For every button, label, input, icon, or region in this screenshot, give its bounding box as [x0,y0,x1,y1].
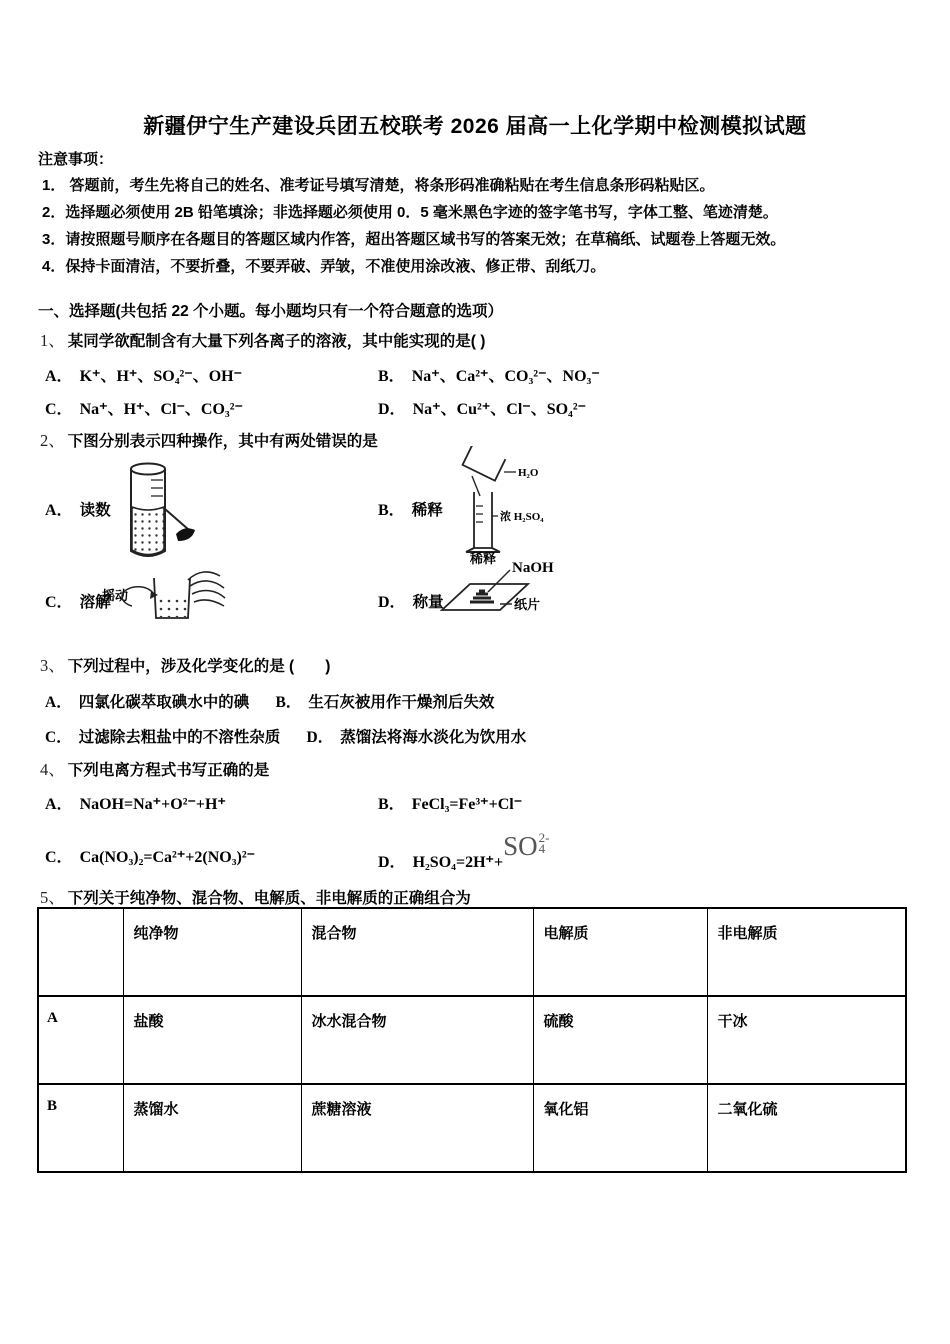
option-formula: Ca(NO₃)₂=Ca²⁺+2(NO₃)²⁻ [79,849,256,866]
label-line [488,570,510,592]
naoh-label: NaOH [512,560,554,576]
graduation-marks [476,506,483,522]
q3-option-b [276,694,495,711]
table-cell: 二氧化硫 [707,1084,906,1172]
question-5-number: 5、 [40,888,65,907]
acid-label: 浓 H₂SO₄ [500,511,544,523]
q4-option-b [378,789,915,821]
eye-icon [176,528,195,541]
question-2-text: 下图分别表示四种操作，其中有两处错误的是 [67,433,378,450]
table-header-cell: 纯净物 [123,908,301,996]
option-label: B． [378,796,405,813]
option-formula: Na⁺、Ca²⁺、CO₃²⁻、NO₃⁻ [411,368,600,385]
question-5-text: 下列关于纯净物、混合物、电解质、非电解质的正确组合为 [67,890,471,907]
table-header-cell: 电解质 [533,908,707,996]
option-formula: FeCl₃=Fe³⁺+Cl⁻ [411,796,523,813]
ion-subscript: 4 [538,841,546,856]
option-formula: Na⁺、H⁺、Cl⁻、CO₃²⁻ [79,401,243,418]
option-caption: 溶解 [79,594,111,611]
option-label: D． [378,401,406,418]
option-caption: 称量 [412,594,444,611]
question-2-stem [40,427,378,451]
option-label: C． [45,594,73,611]
option-caption: 读数 [79,502,111,519]
q1-option-b [378,360,915,393]
powder-pile [470,591,494,602]
hand [188,572,225,606]
question-3-text: 下列过程中，涉及化学变化的是 ( ) [67,658,331,675]
table-cell: B [38,1084,123,1172]
page-title: 新疆伊宁生产建设兵团五校联考 2026 届高一上化学期中检测模拟试题 [143,115,807,138]
q3-option-d [307,729,527,746]
table-cell: 蔗糖溶液 [301,1084,533,1172]
option-formula: K⁺、H⁺、SO₄²⁻、OH⁻ [79,368,243,385]
q2-option-a-label [45,497,111,520]
table-cell: 氧化铝 [533,1084,707,1172]
ion-charge-stack [539,832,550,854]
notice-item-2: 2．选择题必须使用 2B 铅笔填涂；非选择题必须使用 0．5 毫米黑色字迹的签字笔书写，字体工整、笔迹清楚。 [42,204,778,221]
q2-option-c-label [45,589,111,612]
option-text: 四氯化碳萃取碘水中的碘 [78,694,250,711]
q1-option-c [45,393,378,426]
table-cell: 干冰 [707,996,906,1084]
q4-option-a [45,789,378,821]
sulfate-ion-formula [503,831,549,861]
table-header-cell [38,908,123,996]
table-cell: 盐酸 [123,996,301,1084]
table-header-row [38,908,906,996]
ion-base: SO [503,831,538,861]
option-label: C． [45,729,72,746]
q3-option-a [45,694,249,711]
q3-option-c [45,729,280,746]
water-label: H₂O [518,467,539,479]
option-caption: 稀释 [411,502,443,519]
notice-item-1: 1． 答题前，考生先将自己的姓名、准考证号填写清楚，将条形码准确粘贴在考生信息条形码粘贴区。 [42,177,715,194]
dilute-caption: 稀释 [469,551,497,566]
option-label: C． [45,401,73,418]
diagram-reading-graduated-cylinder [105,456,200,562]
option-label: A． [45,502,73,519]
notice-item-4: 4．保持卡面清洁，不要折叠，不要弄破、弄皱，不准使用涂改液、修正带、刮纸刀。 [42,258,606,275]
option-label: D． [378,854,406,871]
pouring-beaker [463,446,506,481]
option-label: A． [45,368,73,385]
q2-option-d-label [378,589,444,612]
table-header-cell: 混合物 [301,908,533,996]
q1-option-a [45,360,378,393]
question-1-options [45,360,915,426]
table-header-cell: 非电解质 [707,908,906,996]
cylinder-rim [131,464,165,475]
option-formula: H₂SO₄=2H⁺+ [412,854,504,871]
q5-table [37,907,907,1173]
shake-label: 摇动 [102,588,129,603]
q3-options-line-2 [45,725,548,747]
table-cell: A [38,996,123,1084]
option-text: 过滤除去粗盐中的不溶性杂质 [78,729,281,746]
section-1-heading: 一、选择题(共包括 22 个小题。每小题均只有一个符合题意的选项） [38,303,504,320]
liquid [132,507,164,555]
option-label: D． [306,729,334,746]
option-formula: NaOH=Na⁺+O²⁻+H⁺ [79,796,226,813]
table-cell: 蒸馏水 [123,1084,301,1172]
question-4-stem [40,756,269,780]
diagram-dissolving-shake [102,558,227,632]
question-4-text: 下列电离方程式书写正确的是 [67,762,270,779]
q4-option-d [378,830,915,879]
diagram-weighing-naoh [436,558,556,622]
solution [156,598,188,617]
option-label: A． [45,694,72,711]
option-label: B． [378,368,405,385]
graduation-marks [151,480,163,496]
question-1-number: 1、 [40,331,65,350]
question-4-options [45,789,915,879]
question-3-number: 3、 [40,656,65,675]
question-5-stem [40,884,471,908]
q4-option-c [45,842,378,879]
option-formula: Na⁺、Cu²⁺、Cl⁻、SO₄²⁻ [412,401,587,418]
table-cell: 冰水混合物 [301,996,533,1084]
ion-superscript: 2- [538,830,550,845]
q1-option-d [378,393,915,426]
table-row-a [38,996,906,1084]
question-4-number: 4、 [40,760,65,779]
option-label: C． [45,849,73,866]
table-row-b [38,1084,906,1172]
option-label: D． [378,594,406,611]
question-2-number: 2、 [40,431,65,450]
option-label: B． [275,694,302,711]
notice-list [42,172,920,280]
option-text: 蒸馏法将海水淡化为饮用水 [340,729,527,746]
paper-label: 纸片 [514,597,541,612]
question-3-stem [40,652,330,676]
q3-options-line-1 [45,690,516,712]
graduated-cylinder [474,492,492,548]
question-1-stem [40,327,485,351]
table-cell: 硫酸 [533,996,707,1084]
option-label: B． [378,502,405,519]
sight-line [165,509,189,530]
option-text: 生石灰被用作干燥剂后失效 [308,694,495,711]
notice-heading: 注意事项： [38,151,114,168]
diagram-dilution [430,446,548,566]
question-1-text: 某同学欲配制含有大量下列各离子的溶液，其中能实现的是( ) [67,333,486,350]
notice-item-3: 3．请按照题号顺序在各题目的答题区域内作答，超出答题区域书写的答案无效；在草稿纸、试题卷上答题无效。 [42,231,786,248]
option-label: A． [45,796,73,813]
